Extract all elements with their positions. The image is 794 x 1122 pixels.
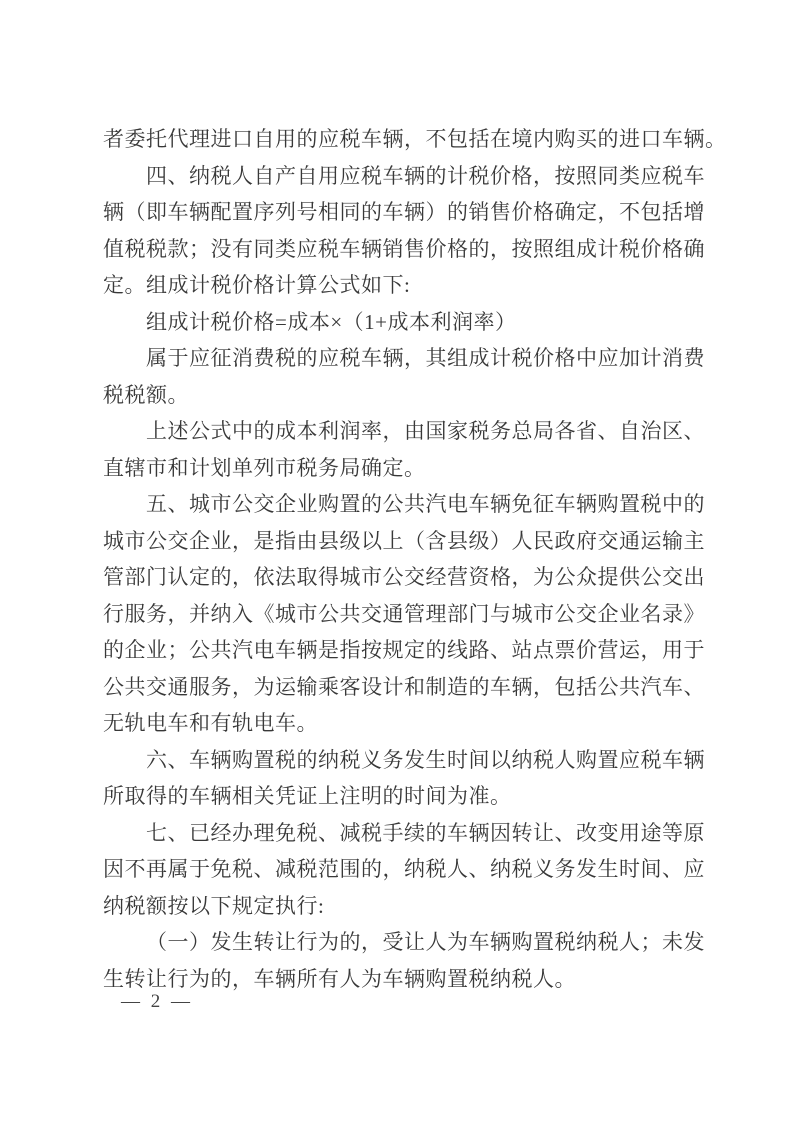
text-line: 辆（即车辆配置序列号相同的车辆）的销售价格确定，不包括增 <box>103 200 705 224</box>
text-line: 属于应征消费税的应税车辆，其组成计税价格中应加计消费 <box>146 346 705 370</box>
text-line: 者委托代理进口自用的应税车辆，不包括在境内购买的进口车辆。 <box>103 127 727 151</box>
text-line: 管部门认定的，依法取得城市公交经营资格，为公众提供公交出 <box>103 565 705 589</box>
text-line: 税税额。 <box>103 382 189 407</box>
text-line: 城市公交企业，是指由县级以上（含县级）人民政府交通运输主 <box>103 528 705 553</box>
text-line: （一）发生转让行为的，受让人为车辆购置税纳税人；未发 <box>146 930 705 954</box>
paragraph <box>103 304 713 341</box>
text-line: 上述公式中的成本利润率，由国家税务总局各省、自治区、 <box>146 419 705 443</box>
paragraph <box>103 158 713 304</box>
text-line: 六、车辆购置税的纳税义务发生时间以纳税人购置应税车辆 <box>146 747 705 772</box>
text-line: 因不再属于免税、减税范围的，纳税人、纳税义务发生时间、应 <box>103 857 705 881</box>
text-line: 的企业；公共汽电车辆是指按规定的线路、站点票价营运，用于 <box>103 638 705 662</box>
text-line: 七、已经办理免税、减税手续的车辆因转让、改变用途等原 <box>146 820 705 845</box>
paragraph <box>103 413 713 486</box>
text-line: 直辖市和计划单列市税务局确定。 <box>103 455 426 480</box>
paragraph <box>103 486 713 742</box>
text-line: 公共交通服务，为运输乘客设计和制造的车辆，包括公共汽车、 <box>103 674 705 699</box>
paragraph <box>103 815 713 925</box>
text-line: 四、纳税人自产自用应税车辆的计税价格，按照同类应税车 <box>146 163 705 188</box>
text-line: 值税税款；没有同类应税车辆销售价格的，按照组成计税价格确 <box>103 236 705 261</box>
text-line: 无轨电车和有轨电车。 <box>103 711 318 735</box>
paragraph <box>103 121 727 158</box>
paragraph <box>103 742 713 815</box>
text-line: 生转让行为的，车辆所有人为车辆购置税纳税人。 <box>103 966 576 991</box>
document-body <box>103 121 727 997</box>
page-number: — 2 — <box>121 991 193 1012</box>
text-line: 组成计税价格=成本×（1+成本利润率） <box>146 309 517 334</box>
text-line: 五、城市公交企业购置的公共汽电车辆免征车辆购置税中的 <box>146 492 705 516</box>
text-line: 所取得的车辆相关凭证上注明的时间为准。 <box>103 784 512 808</box>
paragraph <box>103 340 713 413</box>
text-line: 纳税额按以下规定执行: <box>103 893 325 918</box>
text-line: 定。组成计税价格计算公式如下: <box>103 273 411 297</box>
paragraph <box>103 924 713 997</box>
text-line: 行服务，并纳入《城市公共交通管理部门与城市公交企业名录》 <box>103 601 705 626</box>
